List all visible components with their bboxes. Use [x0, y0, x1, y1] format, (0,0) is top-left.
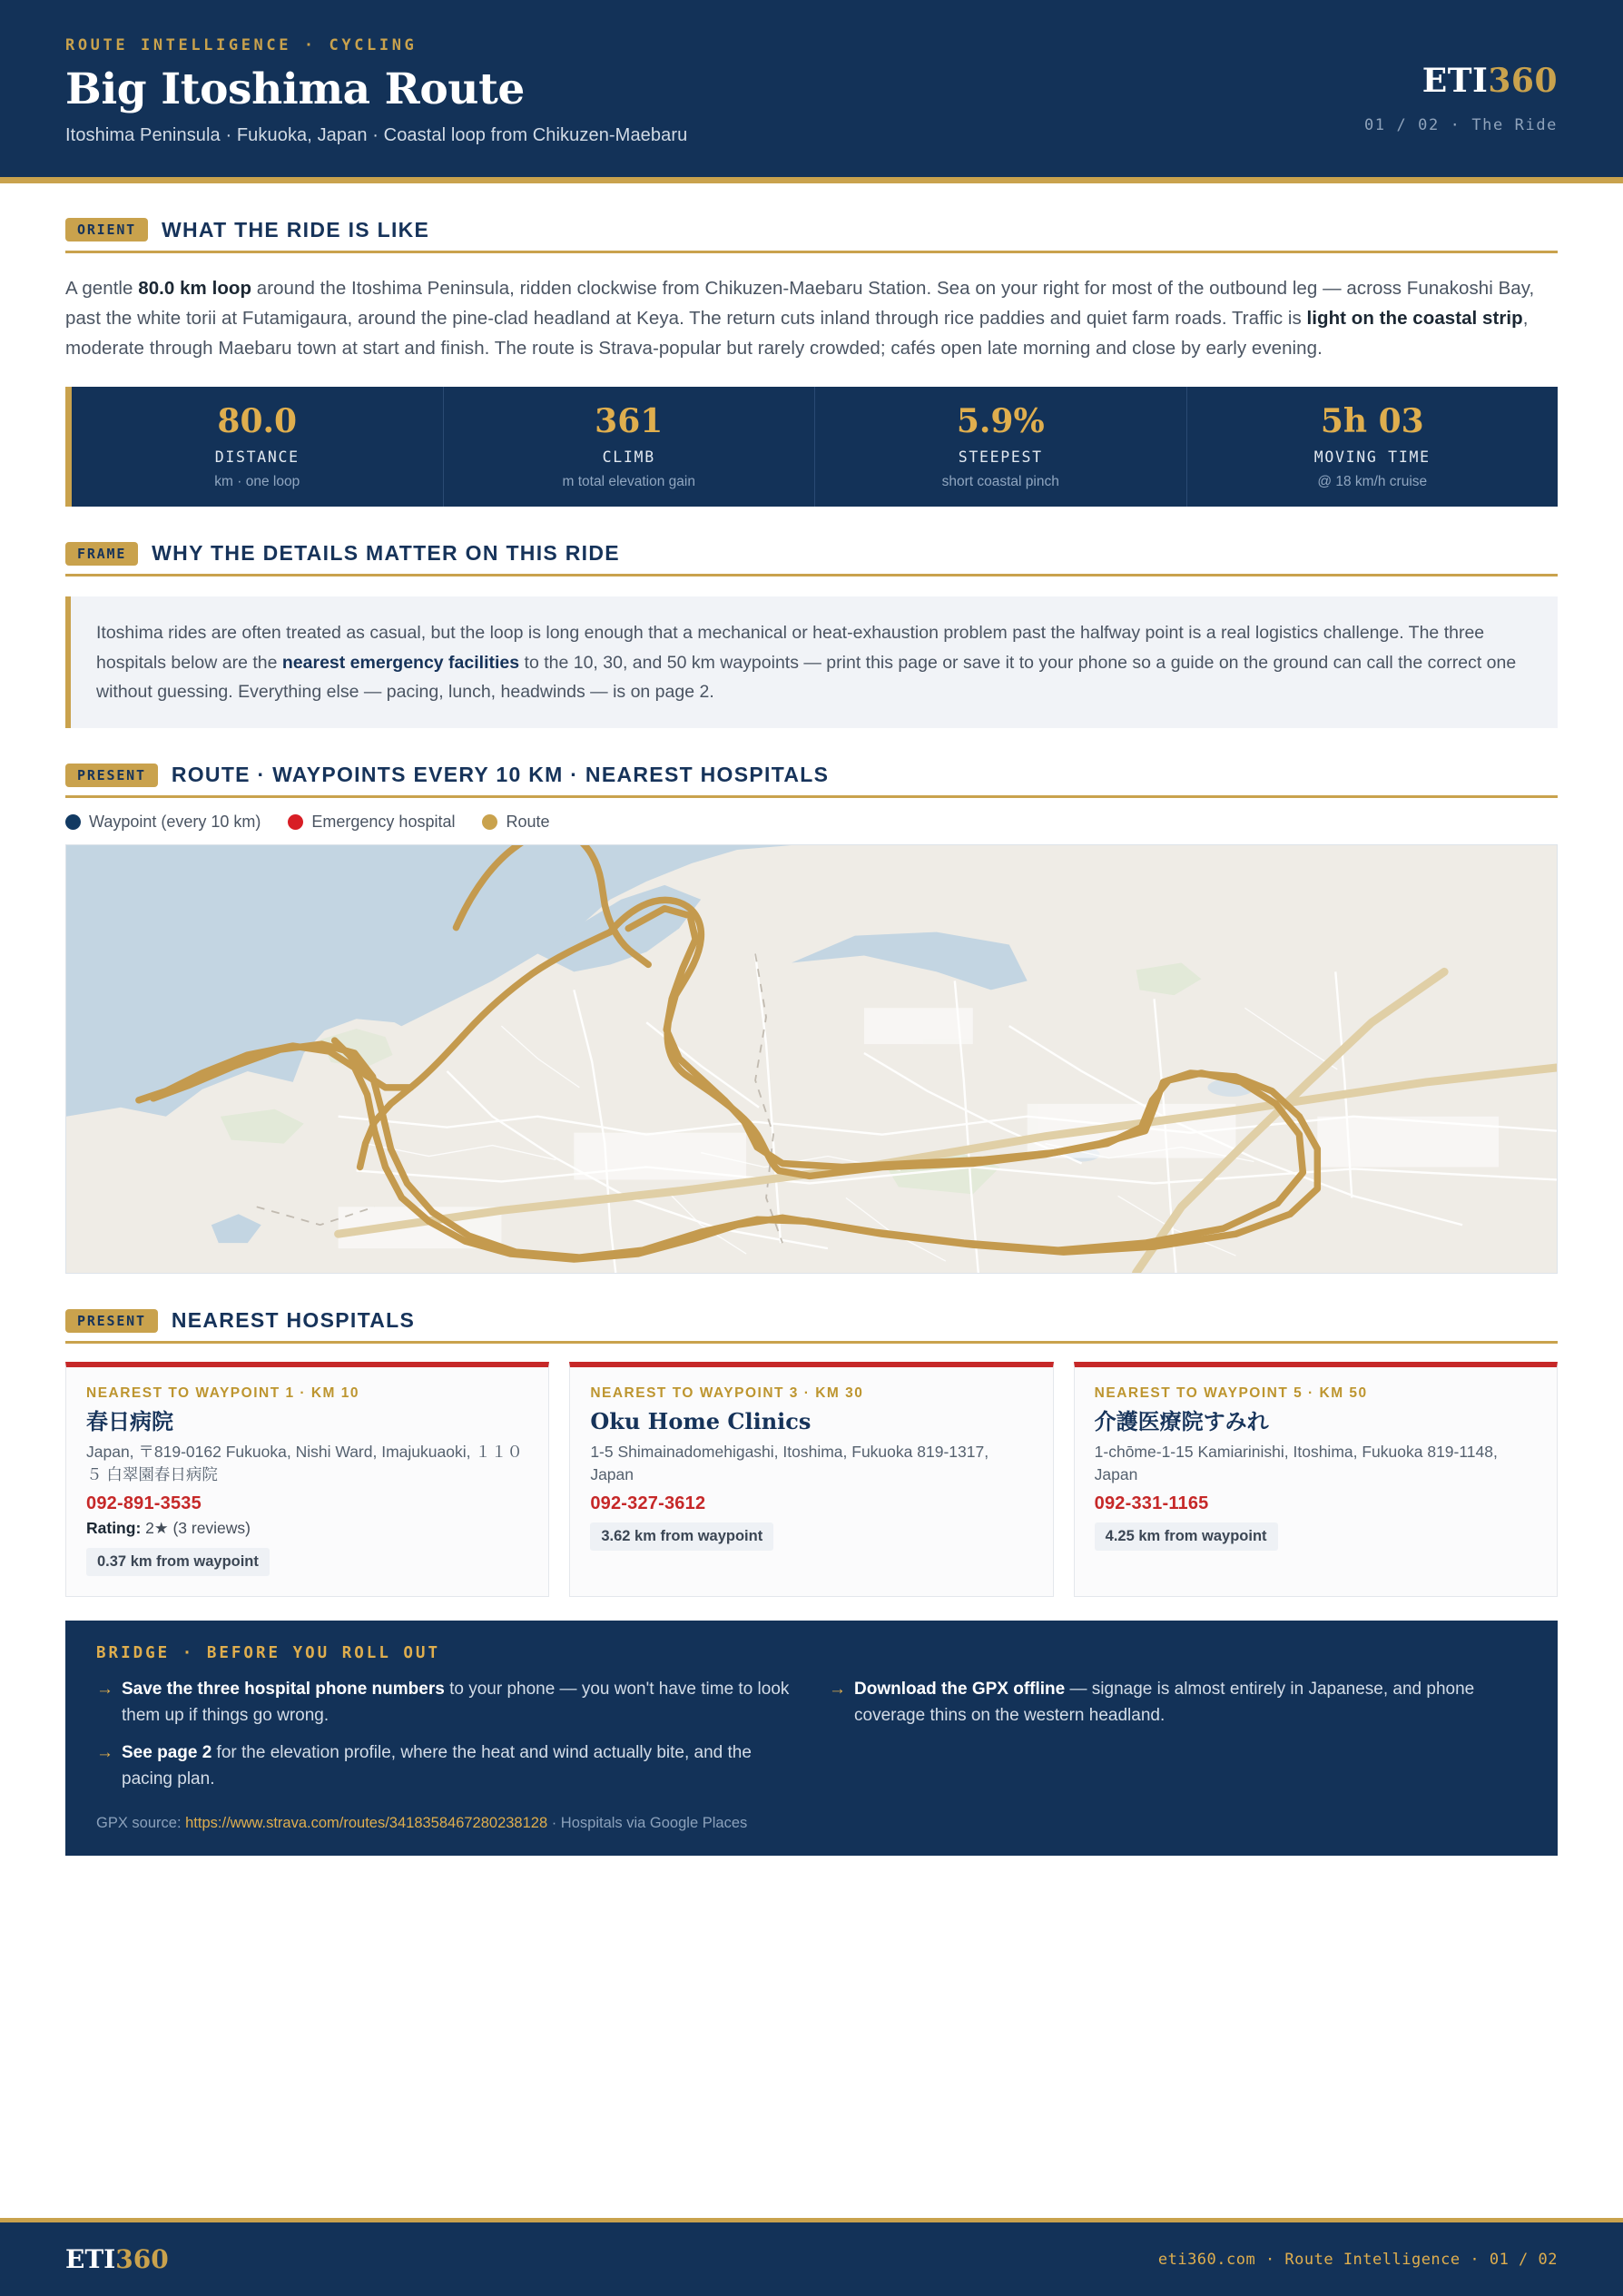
- masthead-gold-rule: [0, 177, 1623, 183]
- section-tag-frame: FRAME: [65, 542, 138, 566]
- stat-value: 361: [595, 402, 664, 441]
- section-rule-present-map: [65, 795, 1558, 798]
- route-dot-icon: [482, 814, 497, 830]
- legend-label: Emergency hospital: [311, 813, 456, 832]
- stat-note: short coastal pinch: [941, 474, 1059, 490]
- callout-bold-facilities: nearest emergency facilities: [281, 652, 520, 673]
- gpx-source-suffix: · Hospitals via Google Places: [547, 1815, 748, 1832]
- section-tag-present-hospitals: PRESENT: [65, 1309, 158, 1333]
- section-title-frame: WHY THE DETAILS MATTER ON THIS RIDE: [152, 541, 620, 566]
- stat-moving-time: [1187, 387, 1559, 507]
- map-canvas: [66, 845, 1557, 1273]
- hospital-card-distance: 4.25 km from waypoint: [1095, 1522, 1278, 1551]
- hospital-rating-label: Rating:: [86, 1519, 142, 1538]
- intro-text-1: A gentle: [65, 277, 139, 299]
- hospital-card-distance: 0.37 km from waypoint: [86, 1548, 270, 1576]
- section-tag-orient: ORIENT: [65, 218, 148, 241]
- hospital-card-kicker: NEAREST TO WAYPOINT 1 · KM 10: [86, 1385, 360, 1402]
- page-masthead: [0, 0, 1623, 177]
- footer-brand-logo: [65, 2244, 169, 2274]
- section-rule-present-hospitals: [65, 1341, 1558, 1344]
- gpx-source-prefix: GPX source:: [96, 1815, 186, 1832]
- section-header-frame: [65, 541, 1558, 566]
- stat-label: CLIMB: [602, 448, 655, 467]
- bridge-bullet: [96, 1677, 794, 1729]
- section-rule-orient: [65, 251, 1558, 253]
- section-title-present-map: ROUTE · WAYPOINTS EVERY 10 KM · NEAREST HOSPITALS: [171, 763, 830, 787]
- hospital-card-phone[interactable]: 092-331-1165: [1094, 1493, 1209, 1514]
- hospital-card-name: 介護医療院すみれ: [1094, 1408, 1269, 1435]
- legend-item-route: [482, 813, 549, 832]
- legend-label: Waypoint (every 10 km): [89, 813, 261, 832]
- footer-brand-accent: 360: [115, 2244, 169, 2274]
- stat-note: @ 18 km/h cruise: [1317, 474, 1428, 490]
- section-header-present-map: [65, 763, 1558, 787]
- hospital-card-list: [65, 1362, 1558, 1597]
- stat-label: DISTANCE: [214, 448, 300, 467]
- stat-steepest: [815, 387, 1187, 507]
- stat-label: MOVING TIME: [1313, 448, 1431, 467]
- bridge-bullet-bold: See page 2: [122, 1743, 212, 1763]
- stat-distance: [72, 387, 444, 507]
- page-subtitle: Itoshima Peninsula · Fukuoka, Japan · Coastal loop from Chikuzen-Maebaru: [65, 124, 688, 145]
- section-title-present-hospitals: NEAREST HOSPITALS: [171, 1308, 416, 1333]
- intro-paragraph: [65, 273, 1558, 364]
- stat-value: 80.0: [217, 402, 298, 441]
- bridge-bullet-text: [122, 1677, 794, 1729]
- bridge-bullet-bold: Download the GPX offline: [854, 1680, 1066, 1700]
- hospital-card-phone[interactable]: 092-891-3535: [86, 1493, 202, 1514]
- hospital-card-distance: 3.62 km from waypoint: [590, 1522, 773, 1551]
- hospital-card-phone[interactable]: 092-327-3612: [590, 1493, 706, 1514]
- hospital-card-name: 春日病院: [86, 1408, 173, 1435]
- arrow-icon: →: [829, 1680, 846, 1700]
- legend-item-waypoint: [65, 813, 261, 832]
- gpx-source-line: [96, 1815, 1527, 1832]
- footer-meta: eti360.com · Route Intelligence · 01 / 02: [1157, 2250, 1558, 2269]
- brand-logo: [1364, 62, 1558, 100]
- map-legend: [65, 813, 1558, 832]
- hospital-card-kicker: NEAREST TO WAYPOINT 5 · KM 50: [1094, 1385, 1368, 1402]
- bridge-bullet-bold: Save the three hospital phone numbers: [122, 1680, 445, 1700]
- section-header-present-hospitals: [65, 1308, 1558, 1333]
- gpx-source-url[interactable]: https://www.strava.com/routes/3418358467280238128: [185, 1815, 548, 1832]
- legend-label: Route: [506, 813, 550, 832]
- page-title: Big Itoshima Route: [65, 64, 525, 114]
- intro-text-3: , moderate through Maebaru town at start and finish. The route is Strava-popular but rarely crowded; cafés open late morning and close by early evening.: [65, 308, 1529, 360]
- callout-text-2: to the 10, 30, and 50 km waypoints — print this page or save it to your phone so a guide on the ground can call the correct one without guessing. Everything else — pacing, lunch, headwinds — is on page 2.: [96, 652, 1517, 702]
- hospital-card: [65, 1362, 549, 1597]
- bridge-bullet-rest: for the elevation profile, where the heat and wind actually bite, and the pacing plan.: [122, 1743, 752, 1789]
- bridge-bullet-text: [122, 1740, 794, 1792]
- hospital-rating-value: 2★ (3 reviews): [145, 1519, 251, 1538]
- callout-text-1: Itoshima rides are often treated as casual, but the loop is long enough that a mechanical or heat-exhaustion problem past the halfway point is a real logistics challenge. The three hospitals below are the: [96, 623, 1485, 673]
- stat-climb: [444, 387, 816, 507]
- bridge-bullet-rest: — signage is almost entirely in Japanese, and phone coverage thins on the western headland.: [854, 1680, 1475, 1725]
- hospital-card-address: 1-5 Shimainadomehigashi, Itoshima, Fukuoka 819-1317, Japan: [590, 1442, 989, 1484]
- hospital-card-rating: [86, 1519, 528, 1538]
- bridge-bullet-rest: to your phone — you won't have time to look them up if things go wrong.: [122, 1680, 790, 1725]
- hospital-dot-icon: [288, 814, 303, 830]
- section-rule-frame: [65, 574, 1558, 576]
- footer-brand-primary: ETI: [65, 2244, 116, 2274]
- stat-label: STEEPEST: [958, 448, 1043, 467]
- bridge-bullet-text: [854, 1677, 1527, 1729]
- intro-bold-traffic: light on the coastal strip: [1306, 308, 1523, 330]
- hospital-card-address: 1-chōme-1-15 Kamiarinishi, Itoshima, Fukuoka 819-1148, Japan: [1094, 1442, 1498, 1484]
- bridge-column-left: [96, 1677, 794, 1804]
- hospital-card: [1074, 1362, 1558, 1597]
- bridge-panel: [65, 1621, 1558, 1856]
- stat-note: m total elevation gain: [562, 474, 695, 490]
- bridge-bullet: [96, 1740, 794, 1792]
- route-map[interactable]: [65, 844, 1558, 1274]
- bridge-column-right: [829, 1677, 1527, 1804]
- section-title-orient: WHAT THE RIDE IS LIKE: [162, 217, 430, 241]
- intro-bold-distance: 80.0 km loop: [138, 277, 252, 299]
- hospital-card-kicker: NEAREST TO WAYPOINT 3 · KM 30: [590, 1385, 864, 1402]
- stats-band: [65, 387, 1558, 507]
- masthead-kicker: ROUTE INTELLIGENCE · CYCLING: [65, 36, 418, 54]
- bridge-kicker: BRIDGE · BEFORE YOU ROLL OUT: [96, 1644, 441, 1663]
- brand-logo-primary: ETI: [1421, 62, 1489, 100]
- stat-value: 5h 03: [1320, 402, 1424, 441]
- frame-callout: [65, 596, 1558, 728]
- page-footer: [0, 2218, 1623, 2296]
- arrow-icon: →: [96, 1680, 113, 1700]
- page-indicator: 01 / 02 · The Ride: [1363, 116, 1558, 134]
- stat-note: km · one loop: [214, 474, 300, 490]
- section-tag-present-map: PRESENT: [65, 764, 158, 787]
- section-header-orient: [65, 218, 1558, 242]
- hospital-card: [569, 1362, 1053, 1597]
- brand-logo-accent: 360: [1488, 62, 1558, 100]
- arrow-icon: →: [96, 1743, 113, 1763]
- stat-value: 5.9%: [956, 402, 1045, 441]
- waypoint-dot-icon: [65, 814, 81, 830]
- legend-item-hospital: [288, 813, 455, 832]
- hospital-card-address: Japan, 〒819-0162 Fukuoka, Nishi Ward, Imajukuaoki, １１０５ 白翠園春日病院: [86, 1442, 523, 1484]
- bridge-bullet: [829, 1677, 1527, 1729]
- hospital-card-name: Oku Home Clinics: [590, 1408, 812, 1435]
- intro-text-2: around the Itoshima Peninsula, ridden clockwise from Chikuzen-Maebaru Station. Sea on your right for most of the outbound leg — across Funakoshi Bay, past the white torii at Futamigaura, around the pine-clad headland at Keya. The return cuts inland through rice paddies and quiet farm roads. Traffic is: [65, 277, 1535, 330]
